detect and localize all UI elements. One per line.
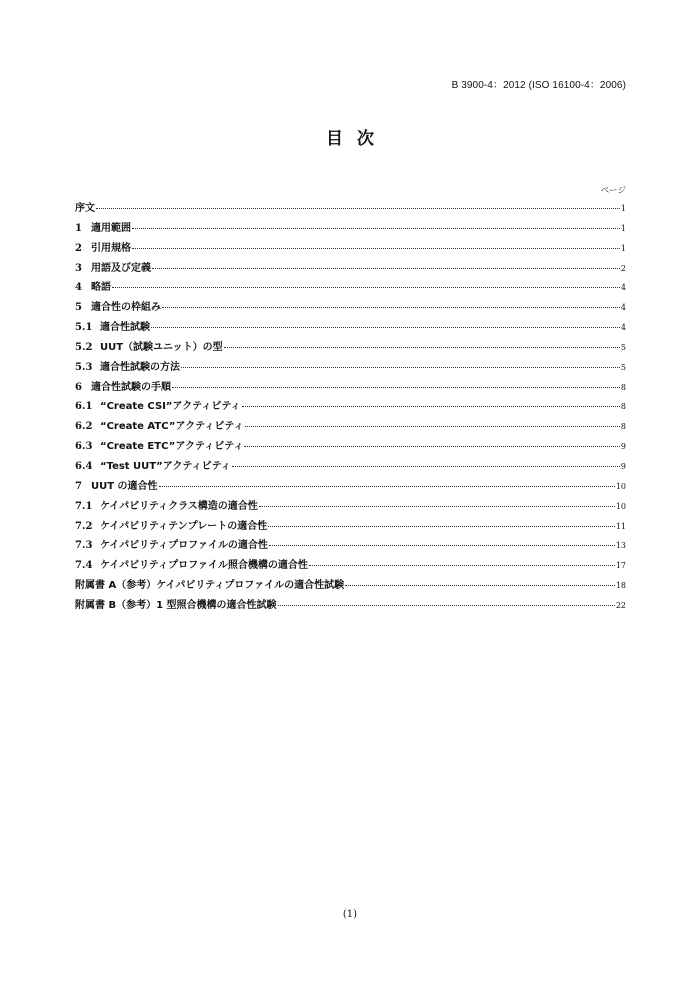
toc-entry-title: 附属書 A（参考）ケイパビリティプロファイルの適合性試験: [75, 580, 345, 592]
toc-dot-leader: [96, 208, 620, 209]
toc-entry-number: 7.2: [75, 520, 93, 532]
toc-entry[interactable]: [75, 576, 626, 596]
toc-dot-leader: [269, 545, 615, 546]
toc-entry-title: 適合性試験: [100, 322, 150, 334]
toc-entry-number: 7.3: [75, 540, 93, 552]
page-column-label: ページ: [600, 186, 626, 196]
toc-entry-number: 5.1: [75, 322, 93, 334]
toc-dot-leader: [309, 565, 615, 566]
toc-entry-page-number: 4: [620, 303, 626, 313]
toc-entry-number: 6.4: [75, 460, 93, 472]
toc-entry[interactable]: [75, 417, 626, 437]
toc-entry-number: 6: [75, 381, 82, 393]
toc-entry-title: 引用規格: [91, 242, 131, 254]
toc-entry-number: 3: [75, 262, 82, 274]
toc-entry-title: UUT（試験ユニット）の型: [100, 341, 223, 353]
toc-entry-number: 5.3: [75, 361, 93, 373]
toc-dot-leader: [268, 526, 615, 527]
toc-entry[interactable]: [75, 318, 626, 338]
toc-entry-title: 適合性試験の方法: [100, 361, 180, 373]
toc-entry-number: 4: [75, 282, 82, 294]
toc-entry[interactable]: [75, 298, 626, 318]
toc-entry-title: 適合性の枠組み: [91, 302, 161, 314]
toc-entry-page-number: 22: [615, 600, 626, 610]
toc-entry[interactable]: [75, 457, 626, 477]
toc-entry-page-number: 2: [620, 263, 626, 273]
toc-dot-leader: [224, 347, 620, 348]
toc-entry-number: 6.2: [75, 421, 93, 433]
toc-dot-leader: [259, 506, 615, 507]
table-of-contents: [75, 199, 626, 616]
toc-dot-leader: [345, 585, 615, 586]
toc-entry-page-number: 1: [620, 243, 626, 253]
toc-dot-leader: [172, 387, 620, 388]
standard-identifier: B 3900-4：2012 (ISO 16100-4：2006): [451, 80, 626, 91]
toc-entry-page-number: 10: [615, 501, 626, 511]
toc-entry-page-number: 9: [620, 442, 626, 452]
toc-entry-page-number: 17: [615, 561, 626, 571]
toc-entry[interactable]: [75, 596, 626, 616]
toc-entry[interactable]: [75, 497, 626, 517]
toc-entry-page-number: 18: [615, 581, 626, 591]
toc-entry-number: 5.2: [75, 341, 93, 353]
toc-dot-leader: [152, 268, 620, 269]
toc-entry[interactable]: [75, 199, 626, 219]
toc-entry-title: 適合性試験の手順: [91, 381, 171, 393]
toc-entry-number: 7: [75, 480, 82, 492]
toc-entry-title: ケイパビリティプロファイルの適合性: [100, 540, 268, 552]
toc-entry-number: 6.3: [75, 441, 93, 453]
toc-entry-title: ケイパビリティプロファイル照合機構の適合性: [100, 560, 308, 572]
toc-dot-leader: [132, 228, 620, 229]
toc-entry-page-number: 11: [615, 521, 626, 531]
toc-entry-title: “Create ETC”アクティビティ: [100, 441, 244, 453]
toc-entry[interactable]: [75, 556, 626, 576]
toc-entry[interactable]: [75, 536, 626, 556]
toc-entry-page-number: 4: [620, 323, 626, 333]
toc-entry-number: 6.1: [75, 401, 93, 413]
toc-entry-title: ケイパビリティテンプレートの適合性: [100, 520, 268, 532]
toc-entry-number: 7.4: [75, 560, 93, 572]
toc-entry-title: 序文: [75, 203, 95, 214]
toc-entry-page-number: 13: [615, 541, 626, 551]
toc-entry[interactable]: [75, 338, 626, 358]
toc-entry-number: 7.1: [75, 500, 93, 512]
toc-entry-title: 附属書 B（参考）1 型照合機構の適合性試験: [75, 599, 277, 611]
toc-entry[interactable]: [75, 397, 626, 417]
toc-dot-leader: [112, 287, 620, 288]
toc-entry[interactable]: [75, 477, 626, 497]
toc-dot-leader: [159, 486, 615, 487]
toc-entry-page-number: 8: [620, 402, 626, 412]
toc-entry-page-number: 1: [620, 204, 626, 213]
toc-entry[interactable]: [75, 219, 626, 239]
toc-dot-leader: [151, 327, 620, 328]
toc-entry[interactable]: [75, 239, 626, 259]
toc-entry[interactable]: [75, 437, 626, 457]
toc-entry[interactable]: [75, 259, 626, 279]
toc-dot-leader: [162, 307, 620, 308]
toc-entry-title: “Create CSI”アクティビティ: [100, 401, 241, 413]
toc-dot-leader: [244, 446, 619, 447]
toc-entry-page-number: 10: [615, 481, 626, 491]
toc-dot-leader: [278, 605, 615, 606]
page-title: 目次: [326, 129, 388, 149]
toc-entry[interactable]: [75, 358, 626, 378]
toc-dot-leader: [232, 466, 620, 467]
toc-entry-title: 適用範囲: [91, 222, 131, 234]
toc-entry-title: ケイパビリティクラス構造の適合性: [100, 500, 258, 512]
toc-dot-leader: [132, 248, 620, 249]
toc-entry-page-number: 5: [620, 362, 626, 372]
toc-entry-title: 用語及び定義: [91, 262, 151, 274]
toc-entry-page-number: 8: [620, 382, 626, 392]
toc-entry-title: “Create ATC”アクティビティ: [100, 421, 244, 433]
toc-entry-number: 2: [75, 242, 82, 254]
toc-entry-page-number: 1: [620, 223, 626, 233]
toc-entry-page-number: 4: [620, 283, 626, 293]
toc-entry[interactable]: [75, 517, 626, 537]
toc-dot-leader: [242, 406, 620, 407]
toc-entry-number: 1: [75, 222, 82, 234]
toc-entry-title: 略語: [91, 282, 111, 294]
toc-entry-page-number: 9: [620, 461, 626, 471]
toc-entry-title: “Test UUT”アクティビティ: [100, 460, 231, 472]
toc-entry-number: 5: [75, 302, 82, 314]
toc-entry-title: UUT の適合性: [91, 480, 158, 492]
toc-entry-page-number: 5: [620, 342, 626, 352]
toc-entry[interactable]: [75, 378, 626, 398]
toc-dot-leader: [181, 367, 620, 368]
toc-entry-page-number: 8: [620, 422, 626, 432]
toc-entry[interactable]: [75, 278, 626, 298]
toc-dot-leader: [245, 426, 620, 427]
page-folio: (1): [342, 909, 358, 920]
